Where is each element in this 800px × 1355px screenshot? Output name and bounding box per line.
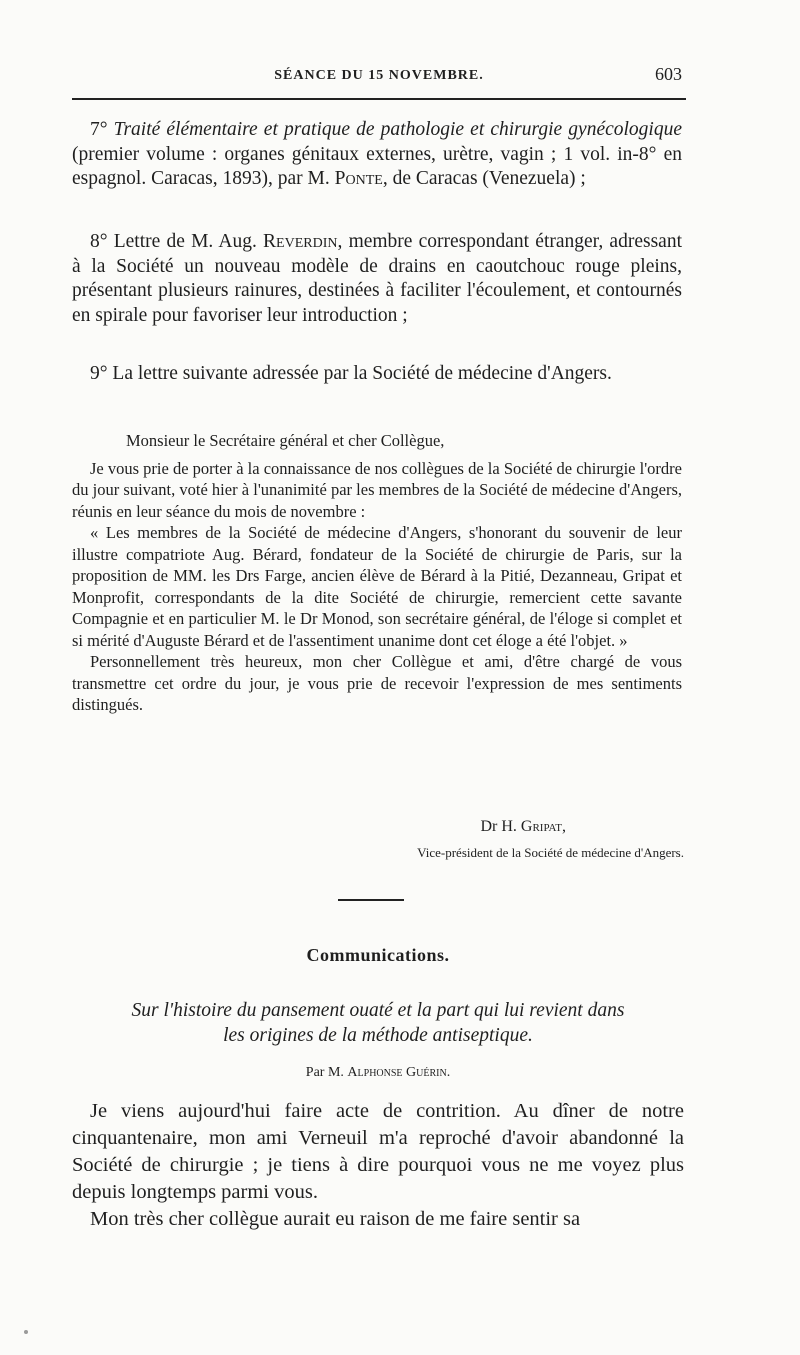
article-title-line-1: Sur l'histoire du pansement ouaté et la part qui lui revient dans [131,1000,625,1021]
item-8-start: 8° Lettre de M. Aug. [90,231,257,252]
signature-name: Gripat [520,818,562,835]
signature-prefix: Dr H. [480,818,517,835]
item-9-text: 9° La lettre suivante adressée par la Société de médecine d'Angers. [90,363,612,384]
body-paragraph-1: Je viens aujourd'hui faire acte de contrition. Au dîner de notre cinquantenaire, mon ami Verneuil m'a reproché d'avoir abandonné la Société de chirurgie ; je tiens à dire pourquoi vous ne me voyez plus depuis longtemps parmi vous. [72,1100,684,1203]
letter-paragraph-2: « Les membres de la Société de médecine d'Angers, s'honorant du souvenir de leur illustre compatriote Aug. Bérard, fondateur de la Société de chirurgie de Paris, sur la proposition de MM. les Drs Farge, ancien élève de Bérard à la Pitié, Dezanneau, Gripat et Monprofit, correspondants de la dite Société de chirurgie, remercient cette savante Compagnie et en particulier M. le Dr Monod, son secrétaire général, de l'éloge si complet et si mérité d'Auguste Bérard et de l'assentiment unanime dont cet éloge a été l'objet. » [72,523,682,650]
item-9 [72,362,682,387]
article-title-line-2: les origines de la méthode antiseptique. [223,1025,533,1046]
signature-role: Vice-président de la Société de médecine d'Angers. [417,845,684,860]
article-byline [72,1065,684,1081]
letter-salutation: Monsieur le Secrétaire général et cher Collègue, [126,431,445,450]
item-7-number: 7° [90,119,108,140]
speck [24,1330,28,1334]
running-header [72,60,686,88]
item-8-author: Reverdin [263,231,338,252]
header-rule [72,98,686,100]
letter-paragraph-3: Personnellement très heureux, mon cher Collègue et ami, d'être chargé de vous transmettre cet ordre du jour, je vous prie de recevoir l'expression de mes sentiments distingués. [72,652,682,714]
byline-author: Alphonse Guérin [347,1065,447,1080]
item-8 [72,230,682,328]
letter-paragraph-1: Je vous prie de porter à la connaissance de nos collègues de la Société de chirurgie l'ordre du jour suivant, voté hier à l'unanimité par les membres de la Société de médecine d'Angers, réunis en leur séance du mois de novembre : [72,458,682,521]
letter [72,430,682,716]
signature [72,818,566,836]
item-7-text: (premier volume : organes génitaux externes, urètre, vagin ; 1 vol. in-8° en espagnol. Caracas, 1893), par M. [72,143,682,189]
item-7 [72,118,682,192]
item-7-end: , de Caracas (Venezuela) ; [382,168,586,189]
article-body [72,1098,684,1233]
article-title [72,998,684,1048]
item-7-author: Ponte [334,168,383,189]
running-title: SÉANCE DU 15 NOVEMBRE. [274,68,484,83]
body-paragraph-2: Mon très cher collègue aurait eu raison de me faire sentir sa [90,1208,581,1230]
page-number: 603 [655,64,682,84]
item-8-text: , membre correspondant étranger, adressant à la Société un nouveau modèle de drains en caoutchouc rouge pleins, présentant plusieurs rainures, destinées à faciliter l'écoulement, et contournés en spirale pour favoriser leur introduction ; [72,231,682,326]
item-7-title: Traité élémentaire et pratique de pathologie et chirurgie gynécologique [113,119,683,140]
byline-suffix: . [446,1065,451,1080]
byline-prefix: Par M. [305,1065,344,1080]
signature-suffix: , [562,818,566,835]
section-separator [338,899,404,901]
section-heading: Communications. [306,945,450,965]
